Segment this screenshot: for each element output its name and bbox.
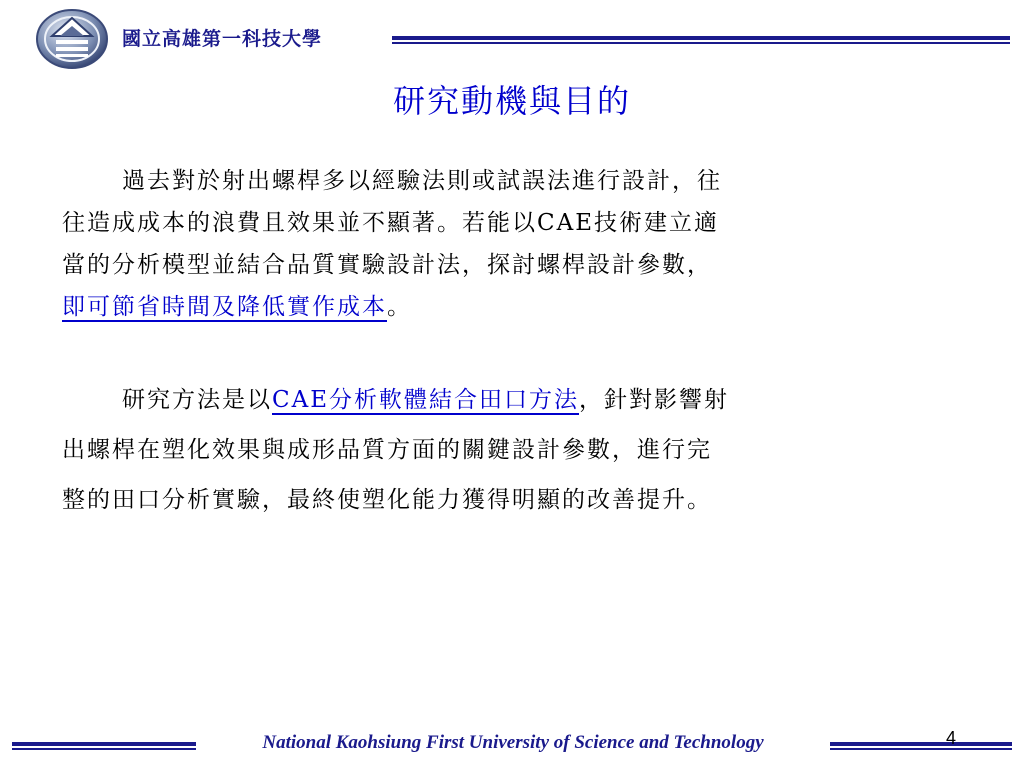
highlight-link[interactable]: 即可節省時間及降低實作成本 [62,294,387,320]
paragraph-line: 出螺桿在塑化效果與成形品質方面的關鍵設計參數，進行完 [62,437,712,463]
paragraph-method [62,375,960,525]
university-name: 國立高雄第一科技大學 [122,28,323,50]
paragraph-line [62,375,960,425]
line-tail: ，針對影響射 [579,387,729,413]
paragraph-line: 過去對於射出螺桿多以經驗法則或試誤法進行設計，往 [122,168,722,194]
footer-divider-right [830,742,1012,751]
paragraph-line: 往造成成本的浪費且效果並不顯著。若能以CAE技術建立適 [62,210,719,236]
line-head: 研究方法是以 [122,387,272,413]
university-emblem-icon [34,8,110,70]
slide-title: 研究動機與目的 [392,82,631,120]
footer-university-name: National Kaohsiung First University of Science and Technology [262,732,764,753]
header-divider [392,36,1010,45]
highlight-link[interactable]: CAE分析軟體結合田口方法 [272,387,579,413]
slide-footer [0,728,1024,768]
slide-header [0,0,1024,80]
page-number: 4 [946,728,957,748]
paragraph-line: 整的田口分析實驗，最終使塑化能力獲得明顯的改善提升。 [62,487,712,513]
paragraph-motivation [62,160,960,328]
paragraph-line [62,286,960,328]
punctuation: 。 [387,294,412,320]
footer-divider-left [12,742,196,751]
paragraph-line: 當的分析模型並結合品質實驗設計法，探討螺桿設計參數， [62,252,712,278]
